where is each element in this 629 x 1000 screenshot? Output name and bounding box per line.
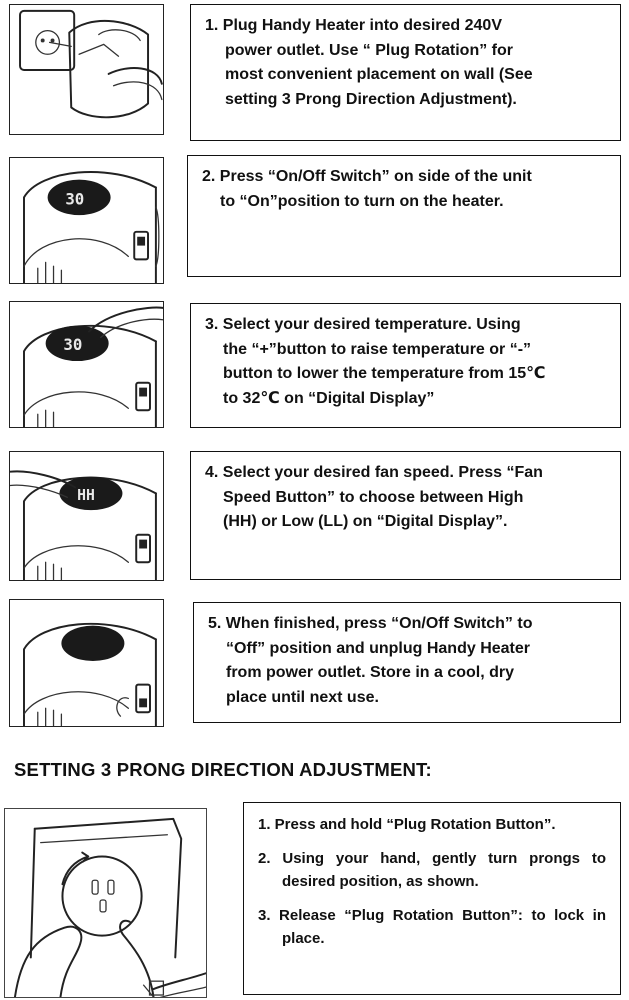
step-5-text-box [193,602,621,723]
step-4-line-1: 4. Select your desired fan speed. Press “Fan [205,464,543,481]
step-2-illustration [9,157,164,284]
step-1-line-3: most convenient placement on wall (See [225,66,533,83]
step-4-text-box [190,451,621,580]
display-digits: 30 [63,335,83,355]
step-2-text-box [187,155,621,277]
step-3-line-1: 3. Select your desired temperature. Using [205,316,521,333]
prong-step-1: 1. Press and hold “Plug Rotation Button”. [258,816,556,833]
step-1-line-4: setting 3 Prong Direction Adjustment). [225,90,517,108]
step-3-line-3: button to lower the temperature from 15℃ [223,365,546,382]
section-title: SETTING 3 PRONG DIRECTION ADJUSTMENT: [14,759,432,780]
step-4-line-2: Speed Button” to choose between High [223,488,524,506]
step-2-line-2: to “On”position to turn on the heater. [220,192,504,210]
step-3-line-4: to 32℃ on “Digital Display” [223,389,435,407]
step-1-text-box [190,4,621,141]
display-digits: 30 [65,189,85,209]
prong-step-2: 2. Using your hand, gently turn prongs to desired position, as shown. [258,850,606,890]
step-1-line-1: 1. Plug Handy Heater into desired 240V [205,17,502,34]
plug-into-outlet-image [10,5,163,134]
step-5-line-2: “Off” position and unplug Handy Heater [226,639,530,657]
prong-step-3: 3. Release “Plug Rotation Button”: to lock in place. [258,907,606,947]
step-1-illustration [9,4,164,135]
prong-instructions-box [243,802,621,995]
step-1-line-2: power outlet. Use “ Plug Rotation” for [225,41,513,59]
step-5-line-1: 5. When finished, press “On/Off Switch” to [208,615,533,632]
heater-fan-speed-button-image [10,452,163,580]
step-3-line-2: the “+”button to raise temperature or “-” [223,340,532,358]
step-3-text-box [190,303,621,428]
step-5-illustration [9,599,164,727]
step-4-illustration [9,451,164,581]
rotating-prongs-image [5,809,206,997]
step-5-line-4: place until next use. [226,688,379,706]
display-digits: HH [77,487,95,505]
heater-on-off-switch-image [10,158,163,283]
step-5-line-3: from power outlet. Store in a cool, dry [226,664,515,681]
heater-temperature-buttons-image [10,302,163,427]
step-4-line-3: (HH) or Low (LL) on “Digital Display”. [223,513,508,530]
heater-off-switch-image [10,600,163,726]
step-2-line-1: 2. Press “On/Off Switch” on side of the unit [202,168,532,185]
prong-rotation-illustration [4,808,207,998]
step-3-illustration [9,301,164,428]
